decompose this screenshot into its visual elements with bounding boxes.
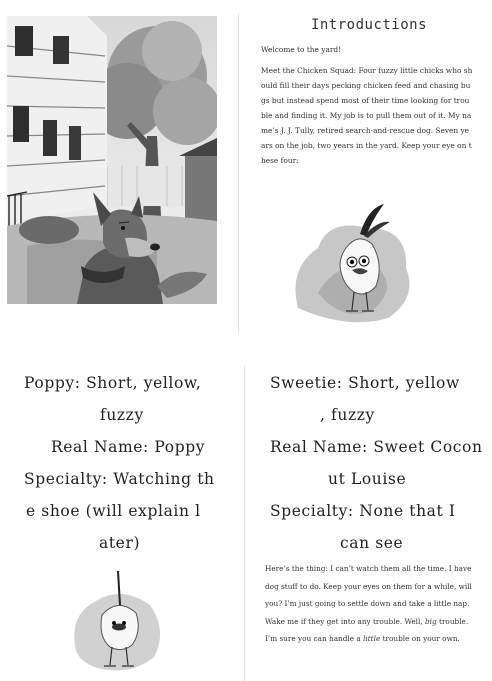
sweetie-line-2: , fuzzy [320, 406, 375, 424]
poppy-line-4: Specialty: Watching th [24, 470, 215, 488]
poppy-line-3: Real Name: Poppy [51, 438, 206, 456]
note-emphasis-big: big [425, 616, 437, 626]
poppy-line-2: fuzzy [100, 406, 144, 424]
nap-note-paragraph [265, 560, 475, 648]
chick-illustration-top [288, 198, 418, 328]
sweetie-line-1: Sweetie: Short, yellow [270, 374, 460, 392]
page-title: Introductions [310, 17, 428, 33]
note-text-1: Here’s the thing: I can’t watch them all the time. I have dog stuff to do. Keep your eyes on them for a while, will you? I’m just going to settle down and take a little nap. Wake me if they get into any trouble. Well, [265, 564, 472, 626]
sweetie-line-6: can see [340, 534, 404, 552]
page-gutter-bottom [244, 366, 245, 681]
welcome-line: Welcome to the yard! [261, 45, 342, 54]
poppy-line-5: e shoe (will explain l [26, 502, 201, 520]
note-text-2: trouble. I’m sure you can handle a [265, 616, 469, 643]
sweetie-line-4: ut Louise [328, 470, 407, 488]
poppy-line-6: ater) [99, 534, 141, 552]
page-gutter-top [238, 14, 239, 332]
sweetie-line-3: Real Name: Sweet Cocon [270, 438, 483, 456]
note-text-3: trouble on your own. [380, 634, 460, 643]
yard-dog-illustration [7, 16, 217, 304]
sweetie-line-5: Specialty: None that I [270, 502, 456, 520]
chick-illustration-poppy [62, 565, 172, 677]
intro-paragraph: Meet the Chicken Squad: Four fuzzy little chicks who should fill their days pecking chicken feed and chasing bugs but instead spend most of their time looking for trouble and finding it. My job is to pull them out of it. My name’s J. J. Tully, retired search-and-rescue dog. Seven years on the job, two years in the yard. Keep your eye on these four: [261, 66, 473, 165]
note-emphasis-little: little [363, 634, 381, 643]
poppy-line-1: Poppy: Short, yellow, [24, 374, 202, 392]
